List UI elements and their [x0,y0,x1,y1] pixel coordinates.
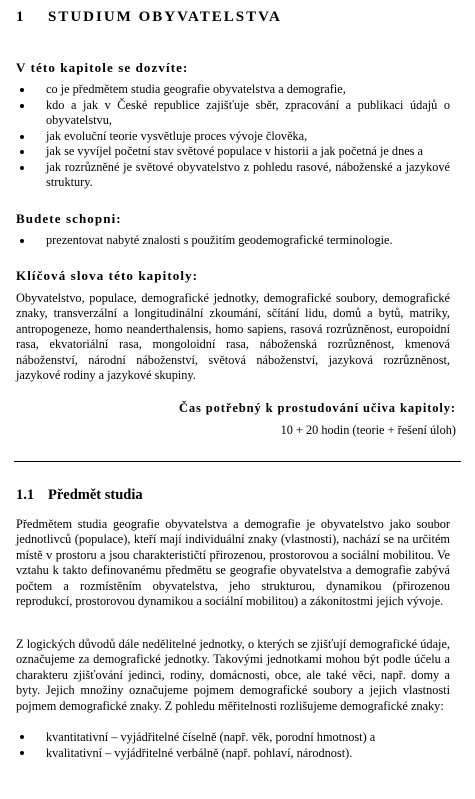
traits-list [16,729,450,761]
list-item: jak rozrůzněné je světové obyvatelstvo z pohledu rasové, náboženské a jazykové struktury. [16,160,450,191]
chapter-title [16,9,282,26]
study-time-heading: Čas potřebný k prostudování učiva kapitoly: [178,401,456,415]
list-item: jak se vyvíjel početní stav světové populace v historii a jak početná je dnes a [16,144,450,160]
list-item: prezentovat nabyté znalosti s použitím geodemografické terminologie. [16,233,450,249]
list-item: kvantitativní – vyjádřitelné číselně (např. věk, porodní hmotnost) a [16,729,450,745]
section-divider [14,461,461,462]
section-paragraph-1: Předmětem studia geografie obyvatelstva a demografie je obyvatelstvo jako soubor jednotlivců (populace), kteří mají individuální znaky (vlastnosti), nachází se na určitém místě v prostoru a jsou charakterističtí přirozenou, prostorovou a sociální mobilitou. Ve vztahu k takto definovanému předmětu se geografie obyvatelstva a demografie zabývá počtem a rozmístěním obyvatelstva, jeho strukturou, dynamikou (přirozenou reprodukcí, prostorovou dynamikou a sociální mobilitou) a zákonitostmi jejich vývoje. [16,517,450,609]
keywords-heading: Klíčová slova této kapitoly: [16,268,199,283]
chapter-number: 1 [16,9,26,25]
abilities-heading: Budete schopni: [16,211,122,226]
chapter-title-text: STUDIUM OBYVATELSTVA [48,9,282,25]
list-item: co je předmětem studia geografie obyvatelstva a demografie, [16,82,450,98]
section-title [16,487,143,504]
study-time-value: 10 + 20 hodin (teorie + řešení úloh) [280,423,456,437]
abilities-list [16,233,450,249]
keywords-text: Obyvatelstvo, populace, demografické jednotky, demografické soubory, demografické znaky, transverzální a longitudinální zkoumání, sčítání lidu, domů a bytů, matriky, antropogeneze, homo neanderthalensis, homo sapiens, rasová rozrůzněnost, europoidní rasa, ekvatoriální rasa, mongoloidní rasa, náboženská rozrůzněnost, kmenová náboženství, národní náboženství, světová náboženství, jazyková rozrůzněnost, jazykové rodiny a jazykové skupiny. [16,291,450,383]
learn-list [16,82,450,191]
section-paragraph-2: Z logických důvodů dále nedělitelné jednotky, o kterých se zjišťují demografické údaje, označujeme za demografické jednotky. Takovými jednotkami mohou být podle účelu a charakteru zjišťování jedinci, rodiny, domácnosti, obce, ale také věci, např. domy a byty. Jejich množiny označujeme pojmem demografické soubory a jejich vlastnosti pojmem demografické znaky. Z pohledu měřitelnosti rozlišujeme demografické znaky: [16,637,450,713]
list-item: kvalitativní – vyjádřitelné verbálně (např. pohlaví, národnost). [16,745,450,761]
learn-heading: V této kapitole se dozvíte: [16,60,189,75]
section-number: 1.1 [16,487,35,503]
section-title-text: Předmět studia [48,487,143,503]
list-item: jak evoluční teorie vysvětluje proces vývoje člověka, [16,129,450,145]
list-item: kdo a jak v České republice zajišťuje sběr, zpracování a publikaci údajů o obyvatelstvu, [16,98,450,129]
